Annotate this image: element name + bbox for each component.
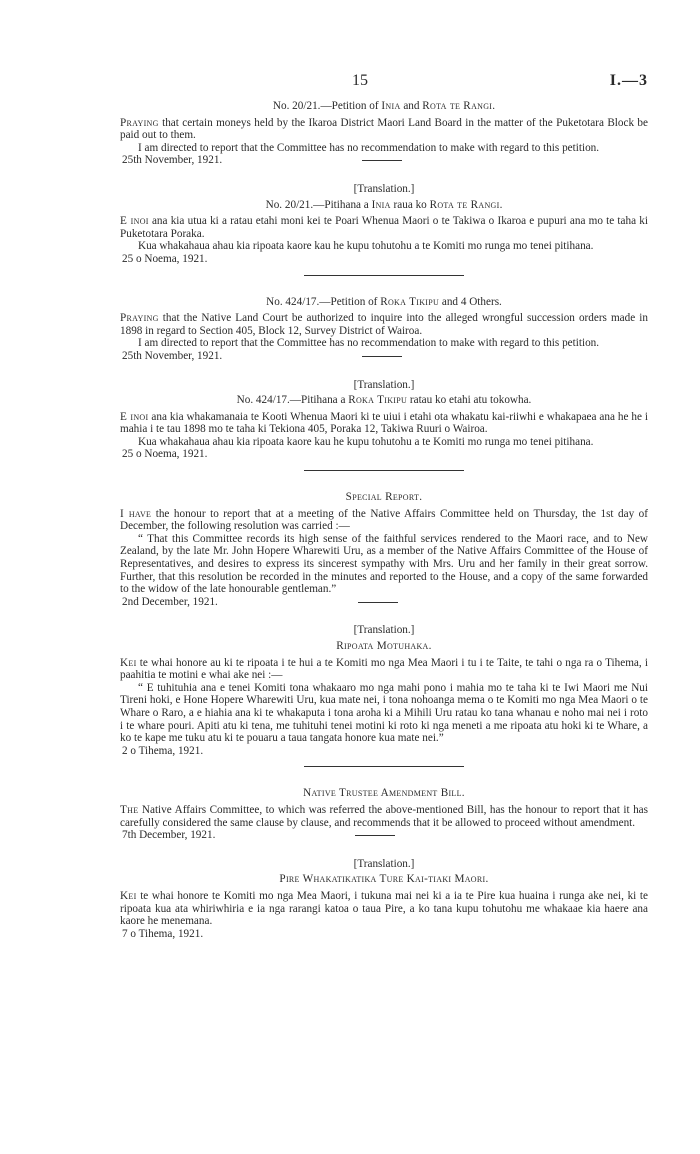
- petition-title: No. 20/21.—Petition of Inia and Rota te Rangi.: [272, 100, 496, 112]
- petition-date: 25 o Noema, 1921.: [122, 252, 208, 265]
- special-report-date: 2 o Tihema, 1921.: [122, 744, 204, 757]
- special-report-intro: Kei te whai honore au ki te ripoata i te hui a te Komiti mo nga Mea Maori i tu i te Taite, te tahi o nga ra o Tihema, i paahitia te motini e whai ake nei :—: [120, 656, 648, 682]
- special-report-title: Ripoata Motuhaka.: [336, 640, 432, 652]
- petition-prayer: Praying that the Native Land Court be authorized to inquire into the alleged wrongful succession orders made in 1898 in regard to Section 405, Block 12, Survey District of Wairoa.: [120, 312, 648, 337]
- bill-report: [120, 787, 648, 841]
- special-report-resolution: “ That this Committee records its high sense of the faithful services rendered to the Maori race, and to New Zealand, by the late Mr. John Hopere Wharewiti Uru, as a member of the Native Affairs Committee of the House of Representatives, and desires to express its sincerest sympathy with Mrs. Uru and her family in their great sorrow. Further, that this resolution be recorded in the minutes and reported to the House, and a copy of the same forwarded to the widow of the late honourable gentleman.”: [120, 532, 648, 596]
- petition-title: No. 424/17.—Pitihana a Roka Tikipu ratau ko etahi atu tokowha.: [236, 394, 532, 407]
- short-divider: [358, 602, 398, 603]
- petition-date: 25th November, 1921.: [120, 350, 648, 363]
- bill-date: 7 o Tihema, 1921.: [122, 927, 204, 940]
- bill-report-text: The Native Affairs Committee, to which was referred the above-mentioned Bill, has the honour to report that it has carefully considered the same clause by clause, and recommends that it be allowed to proceed without amendment.: [120, 803, 648, 829]
- translation-label: [Translation.]: [353, 378, 415, 391]
- special-report-resolution: “ E tuhituhia ana e tenei Komiti tona whakaaro mo nga mahi pono i mahia mo te taha ki te Iwi Maori me Nui Tireni hoki, e Hone Hopere Wharewiti Uru, kua mate nei, i tona nohoanga mema o te Komiti mo nga Mea Maori o te Whare o Raro, a e hiahia ana ki te whakaputa i tona aroha ki a Mihili Uru ratau ko tana whanau e noho mai nei i roto i te whare pouri. Apiti atu ki tena, me tuhituhi tenei motini ki roto ki nga meneti a me ripoata atu hoki ki te Whare, a ko te kape me tuku atu ki te pouaru a taua tangata honore kua mate nei.”: [120, 681, 648, 745]
- petition-report: I am directed to report that the Committee has no recommendation to make with regard to this petition.: [138, 141, 600, 154]
- translation-label: [Translation.]: [353, 857, 415, 870]
- petition-title: No. 20/21.—Pitihana a Inia raua ko Rota te Rangi.: [265, 198, 503, 211]
- petition-report: Kua whakahaua ahau kia ripoata kaore kau he kupu tohutohu a te Komiti mo runga mo tenei pitihana.: [138, 240, 594, 253]
- petition-424-17: [120, 296, 648, 363]
- translation-label: [Translation.]: [353, 182, 415, 195]
- petition-report: I am directed to report that the Committee has no recommendation to make with regard to this petition.: [138, 337, 600, 350]
- translation-label: [Translation.]: [353, 624, 415, 637]
- petition-title: No. 424/17.—Petition of Roka Tikipu and 4 Others.: [266, 295, 502, 308]
- petition-20-21: [120, 100, 648, 167]
- bill-date: 7th December, 1921.: [120, 829, 648, 842]
- page-number: 15: [352, 72, 368, 89]
- special-report-date: 2nd December, 1921.: [120, 596, 648, 609]
- page-reference: I.—3: [609, 72, 648, 89]
- petition-prayer: E inoi ana kia whakamanaia te Kooti Whenua Maori ki te uiui i etahi ota whakatu kai-riiwhi e whakapaea ana he he i mahia i te tau 1898 mo te taha ki Tekiona 405, Poraka 12, Takiwa Ruuri o Wairoa.: [120, 410, 648, 436]
- petition-424-17-translation: [120, 379, 648, 472]
- special-report-translation: [120, 624, 648, 767]
- petition-20-21-translation: [120, 183, 648, 276]
- special-report-intro: I have the honour to report that at a meeting of the Native Affairs Committee held on Thursday, the 1st day of December, the following resolution was carried :—: [120, 507, 648, 533]
- short-divider: [362, 160, 402, 161]
- page-header: [0, 72, 700, 94]
- petition-prayer: E inoi ana kia utua ki a ratau etahi moni kei te Poari Whenua Maori o te Takiwa o Ikaroa e pupuri ana mo te taha ki Puketotara Poraka.: [120, 215, 648, 240]
- short-divider: [355, 835, 395, 836]
- bill-title: Pire Whakatikatika Ture Kai-tiaki Maori.: [279, 873, 489, 886]
- bill-report-translation: [120, 858, 648, 941]
- bill-title: Native Trustee Amendment Bill.: [303, 787, 465, 800]
- page-content: [120, 100, 648, 940]
- special-report-title: Special Report.: [345, 491, 423, 504]
- petition-report: Kua whakahaua ahau kia ripoata kaore kau he kupu tohutohu a te Komiti mo runga mo tenei pitihana.: [138, 435, 594, 448]
- petition-date: 25 o Noema, 1921.: [122, 448, 208, 461]
- short-divider: [362, 356, 402, 357]
- petition-prayer: Praying that certain moneys held by the Ikaroa District Maori Land Board in the matter of the Puketotara Block be paid out to them.: [120, 116, 648, 142]
- petition-date: 25th November, 1921.: [120, 154, 648, 167]
- special-report: [120, 491, 648, 608]
- bill-report-text: Kei te whai honore te Komiti mo nga Mea Maori, i tukuna mai nei ki a ia te Pire kua huaina i runga ake nei, ki te ripoata kua ata whiriwhiria e ia nga rarangi katoa o taua Pire, a ko tana kupu tohutohu me whakaae kia haere ana kaore he menemana.: [120, 889, 648, 928]
